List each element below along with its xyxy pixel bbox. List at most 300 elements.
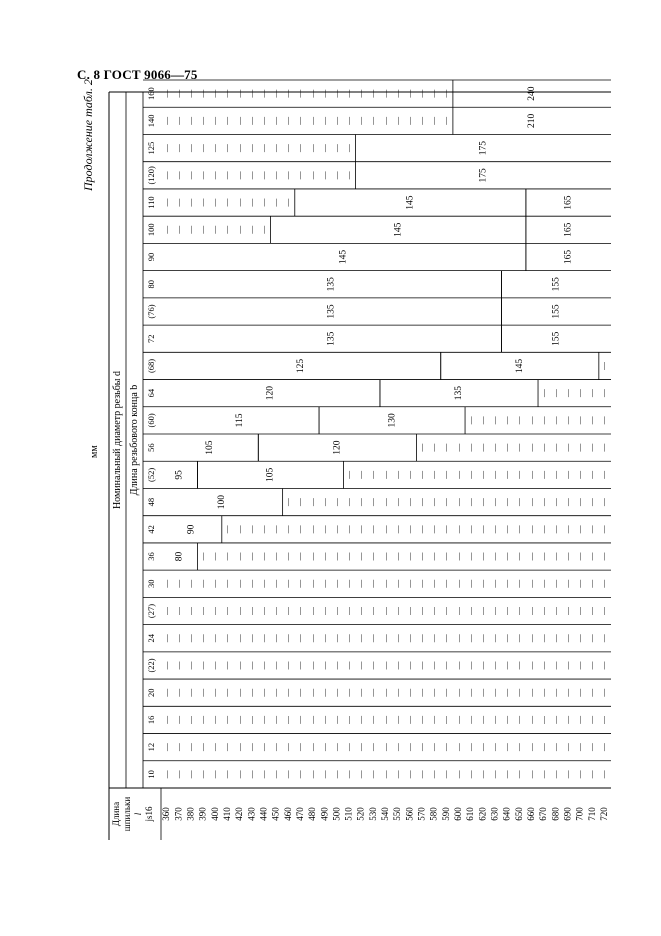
dash-cell: — <box>429 688 439 697</box>
dash-cell: — <box>320 525 330 534</box>
dash-cell: — <box>538 552 548 561</box>
dash-cell: — <box>526 770 536 779</box>
dash-cell: — <box>259 89 269 98</box>
dash-cell: — <box>368 715 378 724</box>
dash-cell: — <box>210 171 220 180</box>
dash-cell: — <box>392 89 403 98</box>
length-value: 510 <box>343 807 354 821</box>
dash-cell: — <box>332 688 342 697</box>
dash-cell: — <box>405 688 415 697</box>
dash-cell: — <box>575 715 585 724</box>
dash-cell: — <box>526 634 536 643</box>
dash-cell: — <box>417 607 427 616</box>
length-value: 610 <box>465 807 476 821</box>
dash-cell: — <box>417 470 427 479</box>
dash-cell: — <box>563 443 573 452</box>
dash-cell: — <box>490 552 500 561</box>
dash-cell: — <box>283 116 293 125</box>
dash-cell: — <box>587 389 597 398</box>
dash-cell: — <box>575 688 585 697</box>
dash-cell: — <box>405 661 415 670</box>
dash-cell: — <box>356 607 366 616</box>
dash-cell: — <box>575 525 585 534</box>
dash-cell: — <box>441 579 451 588</box>
dash-cell: — <box>174 743 184 752</box>
dash-cell: — <box>295 116 305 125</box>
dash-cell: — <box>587 416 597 425</box>
dash-cell: — <box>429 715 439 724</box>
dash-cell: — <box>259 144 269 153</box>
dash-cell: — <box>247 715 257 724</box>
dash-cell: — <box>490 743 500 752</box>
dash-cell: — <box>198 579 208 588</box>
dash-cell: — <box>161 715 171 724</box>
length-value: 400 <box>209 807 220 821</box>
diameter-header: (52) <box>145 467 156 482</box>
dash-cell: — <box>234 225 244 234</box>
dash-cell: — <box>186 116 196 125</box>
dash-cell: — <box>320 715 330 724</box>
dash-cell: — <box>417 715 427 724</box>
length-value: 690 <box>562 807 573 821</box>
dash-cell: — <box>429 607 439 616</box>
dash-cell: — <box>356 661 366 670</box>
thread-length-value: 240 <box>527 86 538 101</box>
thread-length-value: 95 <box>174 470 185 480</box>
length-value: 580 <box>428 807 439 821</box>
dash-cell: — <box>587 688 597 697</box>
dash-cell: — <box>514 661 524 670</box>
dash-cell: — <box>210 770 220 779</box>
dash-cell: — <box>380 607 390 616</box>
diameter-header: 12 <box>145 742 156 752</box>
dash-cell: — <box>368 470 378 479</box>
length-value: 600 <box>453 807 464 821</box>
dash-cell: — <box>295 770 305 779</box>
dash-cell: — <box>563 525 573 534</box>
dash-cell: — <box>222 715 232 724</box>
dash-cell: — <box>551 661 561 670</box>
dash-cell: — <box>551 470 561 479</box>
dash-cell: — <box>356 688 366 697</box>
dash-cell: — <box>283 607 293 616</box>
dash-cell: — <box>453 498 463 507</box>
dash-cell: — <box>161 743 171 752</box>
dash-cell: — <box>222 144 232 153</box>
dash-cell: — <box>174 607 184 616</box>
thread-length-value: 165 <box>563 195 574 210</box>
dash-cell: — <box>222 743 232 752</box>
dash-cell: — <box>198 552 208 561</box>
thread-length-value: 155 <box>551 331 562 346</box>
dash-cell: — <box>405 552 415 561</box>
dash-cell: — <box>271 171 281 180</box>
dash-cell: — <box>368 770 378 779</box>
dash-cell: — <box>514 525 524 534</box>
dash-cell: — <box>234 715 244 724</box>
dash-cell: — <box>563 715 573 724</box>
dash-cell: — <box>222 198 232 207</box>
dash-cell: — <box>405 525 415 534</box>
dash-cell: — <box>259 525 269 534</box>
dash-cell: — <box>186 634 196 643</box>
dash-cell: — <box>356 743 366 752</box>
dash-cell: — <box>332 116 342 125</box>
length-value: 390 <box>197 807 208 821</box>
dash-cell: — <box>526 470 536 479</box>
dash-cell: — <box>526 525 536 534</box>
dash-cell: — <box>174 171 184 180</box>
dash-cell: — <box>271 116 281 125</box>
dash-cell: — <box>465 715 475 724</box>
dash-cell: — <box>599 389 609 398</box>
dash-cell: — <box>429 89 439 98</box>
dash-cell: — <box>259 688 269 697</box>
thread-length-value: 80 <box>174 551 185 562</box>
dash-cell: — <box>380 634 390 643</box>
length-value: 370 <box>173 807 184 821</box>
dash-cell: — <box>538 688 548 697</box>
dash-cell: — <box>198 171 208 180</box>
dash-cell: — <box>295 144 305 153</box>
dash-cell: — <box>478 525 488 534</box>
dash-cell: — <box>161 171 171 180</box>
dash-cell: — <box>526 743 536 752</box>
dash-cell: — <box>210 89 220 98</box>
dash-cell: — <box>307 634 317 643</box>
dash-cell: — <box>417 688 427 697</box>
dash-cell: — <box>490 470 500 479</box>
dash-cell: — <box>174 688 184 697</box>
dash-cell: — <box>392 498 403 507</box>
dash-cell: — <box>283 552 293 561</box>
dash-cell: — <box>368 89 378 98</box>
dash-cell: — <box>186 715 196 724</box>
dash-cell: — <box>234 579 244 588</box>
dash-cell: — <box>344 89 354 98</box>
dash-cell: — <box>222 89 232 98</box>
thread-length-value: 135 <box>326 331 337 346</box>
dash-cell: — <box>405 470 415 479</box>
dash-cell: — <box>320 116 330 125</box>
dash-cell: — <box>283 743 293 752</box>
diameter-header: (120) <box>145 166 156 185</box>
dash-cell: — <box>392 770 403 779</box>
thread-length-value: 145 <box>405 195 416 210</box>
dash-cell: — <box>587 525 597 534</box>
dash-cell: — <box>283 770 293 779</box>
dash-cell: — <box>186 171 196 180</box>
dash-cell: — <box>186 743 196 752</box>
dash-cell: — <box>332 89 342 98</box>
dash-cell: — <box>247 688 257 697</box>
dash-cell: — <box>161 770 171 779</box>
dash-cell: — <box>526 552 536 561</box>
dash-cell: — <box>247 171 257 180</box>
diameter-header: 90 <box>145 252 156 262</box>
dash-cell: — <box>198 607 208 616</box>
dash-cell: — <box>490 770 500 779</box>
dash-cell: — <box>575 470 585 479</box>
dash-cell: — <box>295 552 305 561</box>
dash-cell: — <box>247 743 257 752</box>
dash-cell: — <box>380 116 390 125</box>
dash-cell: — <box>551 579 561 588</box>
dash-cell: — <box>222 607 232 616</box>
dash-cell: — <box>222 688 232 697</box>
dash-cell: — <box>538 389 548 398</box>
dash-cell: — <box>210 198 220 207</box>
dash-cell: — <box>514 579 524 588</box>
length-value: 570 <box>416 807 427 821</box>
dash-cell: — <box>538 443 548 452</box>
dash-cell: — <box>441 552 451 561</box>
dash-cell: — <box>198 770 208 779</box>
thread-length-value: 105 <box>204 440 215 455</box>
dash-cell: — <box>563 416 573 425</box>
dash-cell: — <box>405 634 415 643</box>
dash-cell: — <box>417 498 427 507</box>
thread-length-value: 145 <box>393 222 404 237</box>
dash-cell: — <box>234 743 244 752</box>
dash-cell: — <box>441 770 451 779</box>
dash-cell: — <box>502 416 512 425</box>
dash-cell: — <box>210 743 220 752</box>
dash-cell: — <box>380 498 390 507</box>
diameter-header: 30 <box>145 579 156 589</box>
dash-cell: — <box>295 715 305 724</box>
thread-length-value: 120 <box>265 386 276 401</box>
dash-cell: — <box>161 144 171 153</box>
dash-cell: — <box>551 416 561 425</box>
dash-cell: — <box>514 498 524 507</box>
dash-cell: — <box>563 743 573 752</box>
dash-cell: — <box>599 552 609 561</box>
dash-cell: — <box>441 661 451 670</box>
dash-cell: — <box>478 634 488 643</box>
dash-cell: — <box>502 443 512 452</box>
length-value: 360 <box>161 807 172 821</box>
dash-cell: — <box>514 443 524 452</box>
dash-cell: — <box>344 144 354 153</box>
thread-length-value: 120 <box>332 440 343 455</box>
dash-cell: — <box>563 498 573 507</box>
dash-cell: — <box>392 579 403 588</box>
dash-cell: — <box>247 89 257 98</box>
dash-cell: — <box>259 634 269 643</box>
dash-cell: — <box>295 498 305 507</box>
dash-cell: — <box>490 579 500 588</box>
dash-cell: — <box>161 198 171 207</box>
dash-cell: — <box>478 743 488 752</box>
diameter-header: 110 <box>145 196 156 209</box>
dash-cell: — <box>465 607 475 616</box>
dash-cell: — <box>186 607 196 616</box>
dash-cell: — <box>356 634 366 643</box>
dash-cell: — <box>575 498 585 507</box>
dash-cell: — <box>174 661 184 670</box>
dash-cell: — <box>356 470 366 479</box>
dash-cell: — <box>344 470 354 479</box>
dash-cell: — <box>551 525 561 534</box>
dash-cell: — <box>186 198 196 207</box>
dash-cell: — <box>174 634 184 643</box>
dash-cell: — <box>332 634 342 643</box>
dash-cell: — <box>453 743 463 752</box>
dash-cell: — <box>575 552 585 561</box>
dash-cell: — <box>198 198 208 207</box>
dash-cell: — <box>551 498 561 507</box>
dash-cell: — <box>465 498 475 507</box>
dash-cell: — <box>271 552 281 561</box>
dash-cell: — <box>478 770 488 779</box>
dash-cell: — <box>490 416 500 425</box>
dash-cell: — <box>478 443 488 452</box>
dash-cell: — <box>234 89 244 98</box>
dash-cell: — <box>234 607 244 616</box>
dash-cell: — <box>551 607 561 616</box>
dash-cell: — <box>441 470 451 479</box>
dash-cell: — <box>441 89 451 98</box>
dash-cell: — <box>368 634 378 643</box>
dash-cell: — <box>356 579 366 588</box>
dash-cell: — <box>271 607 281 616</box>
dash-cell: — <box>186 144 196 153</box>
dash-cell: — <box>259 661 269 670</box>
dash-cell: — <box>526 715 536 724</box>
dash-cell: — <box>587 607 597 616</box>
dash-cell: — <box>429 498 439 507</box>
dash-cell: — <box>332 715 342 724</box>
thread-length-value: 165 <box>563 249 574 265</box>
dash-cell: — <box>392 661 403 670</box>
dash-cell: — <box>538 416 548 425</box>
dash-cell: — <box>259 770 269 779</box>
dash-cell: — <box>368 525 378 534</box>
dash-cell: — <box>344 552 354 561</box>
length-value: 450 <box>270 807 281 821</box>
dash-cell: — <box>380 661 390 670</box>
dash-cell: — <box>599 715 609 724</box>
dash-cell: — <box>392 743 403 752</box>
thread-length-value: 155 <box>551 277 562 292</box>
dash-cell: — <box>514 688 524 697</box>
length-value: 680 <box>550 807 561 821</box>
dash-cell: — <box>599 743 609 752</box>
dash-cell: — <box>222 661 232 670</box>
dash-cell: — <box>502 661 512 670</box>
dash-cell: — <box>198 225 208 234</box>
dash-cell: — <box>198 89 208 98</box>
dash-cell: — <box>320 171 330 180</box>
dash-cell: — <box>186 89 196 98</box>
dash-cell: — <box>587 552 597 561</box>
dash-cell: — <box>307 171 317 180</box>
dash-cell: — <box>514 770 524 779</box>
diameter-header: 10 <box>145 770 156 779</box>
dash-cell: — <box>380 470 390 479</box>
dash-cell: — <box>368 579 378 588</box>
dash-cell: — <box>453 579 463 588</box>
length-value: 660 <box>526 807 537 821</box>
length-value: 380 <box>185 807 196 821</box>
dash-cell: — <box>344 715 354 724</box>
dash-cell: — <box>259 552 269 561</box>
dash-cell: — <box>392 116 403 125</box>
dash-cell: — <box>234 171 244 180</box>
dash-cell: — <box>283 688 293 697</box>
length-value: 460 <box>282 807 293 821</box>
dash-cell: — <box>332 498 342 507</box>
stub-header-line: шпильки <box>122 796 133 832</box>
dash-cell: — <box>210 579 220 588</box>
dash-cell: — <box>356 498 366 507</box>
dash-cell: — <box>259 743 269 752</box>
dash-cell: — <box>307 144 317 153</box>
dash-cell: — <box>502 743 512 752</box>
dash-cell: — <box>502 498 512 507</box>
dash-cell: — <box>599 688 609 697</box>
dash-cell: — <box>453 715 463 724</box>
dash-cell: — <box>332 171 342 180</box>
diameter-header: 140 <box>145 114 156 128</box>
thread-length-value: 115 <box>235 413 246 428</box>
dash-cell: — <box>538 661 548 670</box>
dash-cell: — <box>502 579 512 588</box>
length-value: 590 <box>440 807 451 821</box>
dash-cell: — <box>247 116 257 125</box>
dash-cell: — <box>392 634 403 643</box>
dash-cell: — <box>344 525 354 534</box>
dash-cell: — <box>161 688 171 697</box>
dash-cell: — <box>234 144 244 153</box>
diameter-header: 160 <box>145 87 156 101</box>
table-continuation-caption: Продолжение табл. 2 <box>81 79 95 191</box>
length-value: 480 <box>307 807 318 821</box>
dash-cell: — <box>551 715 561 724</box>
length-value: 710 <box>586 807 597 821</box>
dash-cell: — <box>283 525 293 534</box>
stub-header-line: Длина <box>111 801 122 827</box>
dash-cell: — <box>332 770 342 779</box>
dash-cell: — <box>429 661 439 670</box>
dash-cell: — <box>380 552 390 561</box>
diameter-header: 42 <box>145 525 156 534</box>
dash-cell: — <box>429 552 439 561</box>
dash-cell: — <box>344 579 354 588</box>
dash-cell: — <box>210 144 220 153</box>
length-value: 630 <box>489 807 500 821</box>
dash-cell: — <box>356 116 366 125</box>
dash-cell: — <box>465 743 475 752</box>
diameter-header: 56 <box>145 443 156 452</box>
dash-cell: — <box>490 634 500 643</box>
dash-cell: — <box>514 416 524 425</box>
dash-cell: — <box>344 688 354 697</box>
dash-cell: — <box>563 661 573 670</box>
dash-cell: — <box>320 743 330 752</box>
dash-cell: — <box>198 688 208 697</box>
dash-cell: — <box>538 525 548 534</box>
dash-cell: — <box>599 607 609 616</box>
dash-cell: — <box>392 688 403 697</box>
dash-cell: — <box>320 661 330 670</box>
dash-cell: — <box>575 607 585 616</box>
dash-cell: — <box>599 361 609 370</box>
dash-cell: — <box>198 116 208 125</box>
dash-cell: — <box>599 634 609 643</box>
dash-cell: — <box>392 715 403 724</box>
